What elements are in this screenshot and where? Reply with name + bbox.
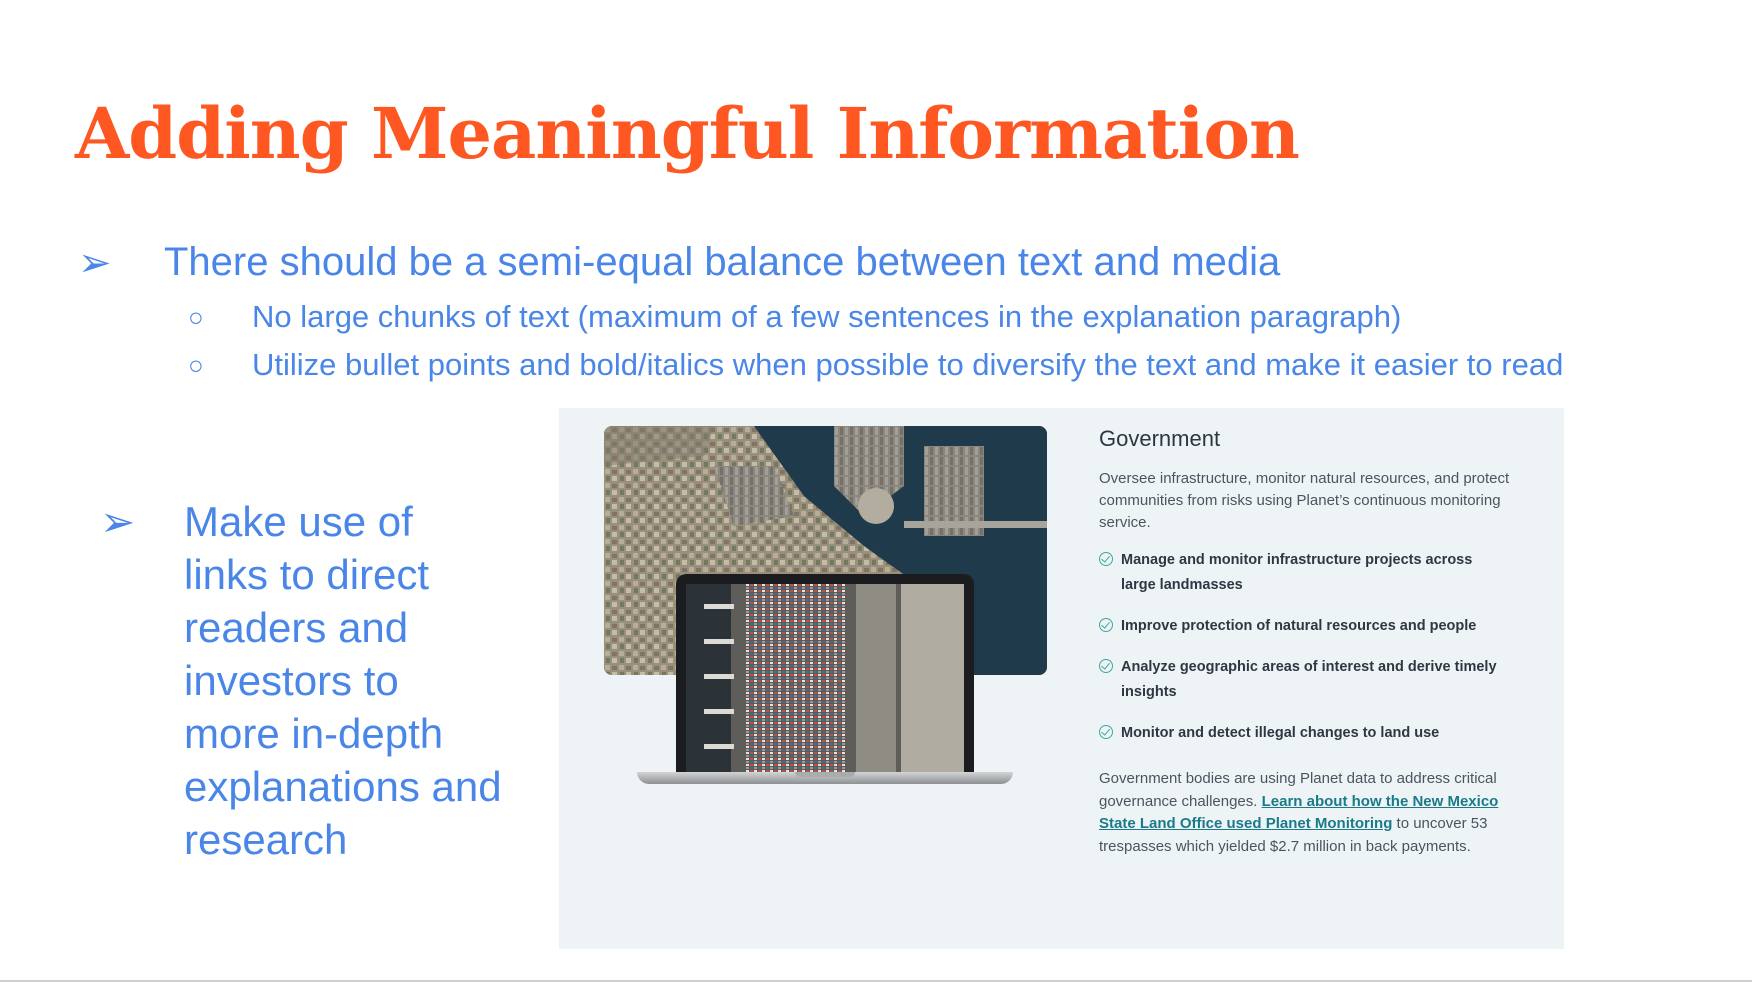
laptop-notch [795,772,855,777]
feature-text: Manage and monitor infrastructure projects across large landmasses [1121,552,1473,593]
arrow-bullet-icon: ➢ [100,498,136,545]
sub-bullet-formatting-text: Utilize bullet points and bold/italics when possible to diversify the text and make it easier to read [252,347,1564,382]
industry-panel [1099,426,1529,858]
check-circle-icon [1099,659,1113,673]
feature-item [1099,721,1501,746]
panel-intro: Oversee infrastructure, monitor natural resources, and protect communities from risks using Planet’s continuous monitoring service. [1099,470,1510,531]
feature-item [1099,655,1501,705]
panel-outro [1099,768,1519,858]
feature-item [1099,548,1501,598]
bullet-balance-text: There should be a semi-equal balance between text and media [164,240,1281,284]
circle-bullet-icon: ○ [188,302,204,332]
slide-title: Adding Meaningful Information [75,92,1299,175]
arrow-bullet-icon: ➢ [78,241,112,285]
check-circle-icon [1099,725,1113,739]
sub-bullet-chunks [188,293,1708,341]
feature-text: Analyze geographic areas of interest and derive timely insights [1121,659,1497,700]
embedded-webpage-screenshot [559,408,1564,949]
sub-bullet-chunks-text: No large chunks of text (maximum of a few sentences in the explanation paragraph) [252,299,1402,334]
case-study-link[interactable]: Learn about how the New Mexico State Land Office used Planet Monitoring [1099,792,1499,832]
bottom-divider [0,980,1752,982]
circle-bullet-icon: ○ [188,350,204,380]
feature-item [1099,614,1501,639]
check-circle-icon [1099,618,1113,632]
outro-text-after: to uncover 53 trespasses which yielded $2.7 million in back payments. [1099,815,1488,855]
outro-text-before: Government bodies are using Planet data to address critical governance challenges. [1099,770,1497,810]
panel-heading: Government [1099,426,1221,451]
feature-text: Improve protection of natural resources and people [1121,618,1477,634]
feature-text: Monitor and detect illegal changes to land use [1121,725,1440,741]
check-circle-icon [1099,552,1113,566]
bullet-links-text: Make use of links to direct readers and investors to more in-depth explanations and research [184,498,502,863]
laptop-image [676,574,974,772]
